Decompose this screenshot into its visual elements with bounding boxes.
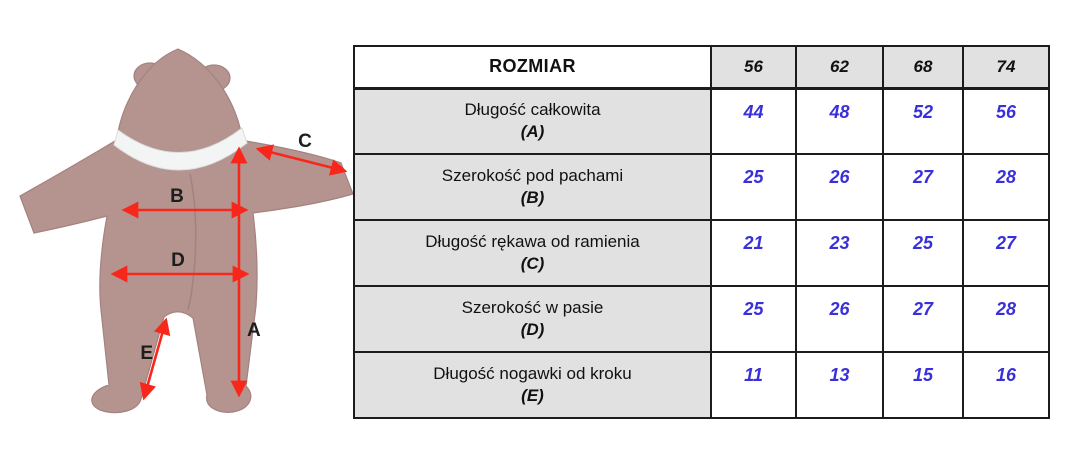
measurement-row-label — [354, 88, 711, 154]
size-value: 27 — [883, 286, 963, 352]
table-header-row — [354, 46, 1049, 88]
table-row — [354, 352, 1049, 418]
size-column-header: 68 — [883, 46, 963, 88]
measurement-code: (D) — [520, 320, 545, 339]
table-row — [354, 220, 1049, 286]
garment-measurement-diagram — [0, 0, 360, 462]
measurement-label-b: B — [170, 186, 184, 207]
measurement-code: (E) — [521, 386, 544, 405]
size-column-header: 74 — [963, 46, 1049, 88]
measurement-name: Długość nogawki od kroku — [433, 364, 632, 383]
measurement-name: Szerokość w pasie — [461, 298, 604, 317]
measurement-label-d: D — [171, 250, 185, 271]
measurement-code: (A) — [520, 122, 545, 142]
size-value: 28 — [963, 154, 1049, 220]
size-value: 28 — [963, 286, 1049, 352]
table-row — [354, 286, 1049, 352]
measurement-label-a: A — [247, 320, 261, 341]
size-value: 11 — [711, 352, 796, 418]
measurement-name: Długość całkowita — [464, 100, 601, 120]
table-row — [354, 88, 1049, 154]
measurement-row-label — [354, 286, 711, 352]
size-value: 21 — [711, 220, 796, 286]
size-value: 25 — [883, 220, 963, 286]
size-column-header: 62 — [796, 46, 883, 88]
size-value: 44 — [711, 88, 796, 154]
measurement-code: (C) — [520, 254, 545, 273]
measurement-name: Długość rękawa od ramienia — [425, 232, 640, 251]
measurement-label-e: E — [140, 343, 153, 364]
size-value: 16 — [963, 352, 1049, 418]
measurement-name: Szerokość pod pachami — [441, 166, 624, 185]
size-value: 25 — [711, 286, 796, 352]
measurement-row-label — [354, 220, 711, 286]
size-value: 56 — [963, 88, 1049, 154]
size-value: 13 — [796, 352, 883, 418]
measurement-row-label — [354, 352, 711, 418]
size-table-title: ROZMIAR — [354, 46, 711, 88]
table-row — [354, 154, 1049, 220]
size-column-header: 56 — [711, 46, 796, 88]
size-value: 15 — [883, 352, 963, 418]
size-value: 25 — [711, 154, 796, 220]
size-value: 48 — [796, 88, 883, 154]
measurement-label-c: C — [298, 131, 312, 152]
size-table — [353, 45, 1050, 419]
size-value: 26 — [796, 154, 883, 220]
measurement-code: (B) — [520, 188, 545, 207]
size-value: 52 — [883, 88, 963, 154]
size-value: 27 — [883, 154, 963, 220]
measurement-row-label — [354, 154, 711, 220]
size-value: 27 — [963, 220, 1049, 286]
size-value: 26 — [796, 286, 883, 352]
size-value: 23 — [796, 220, 883, 286]
